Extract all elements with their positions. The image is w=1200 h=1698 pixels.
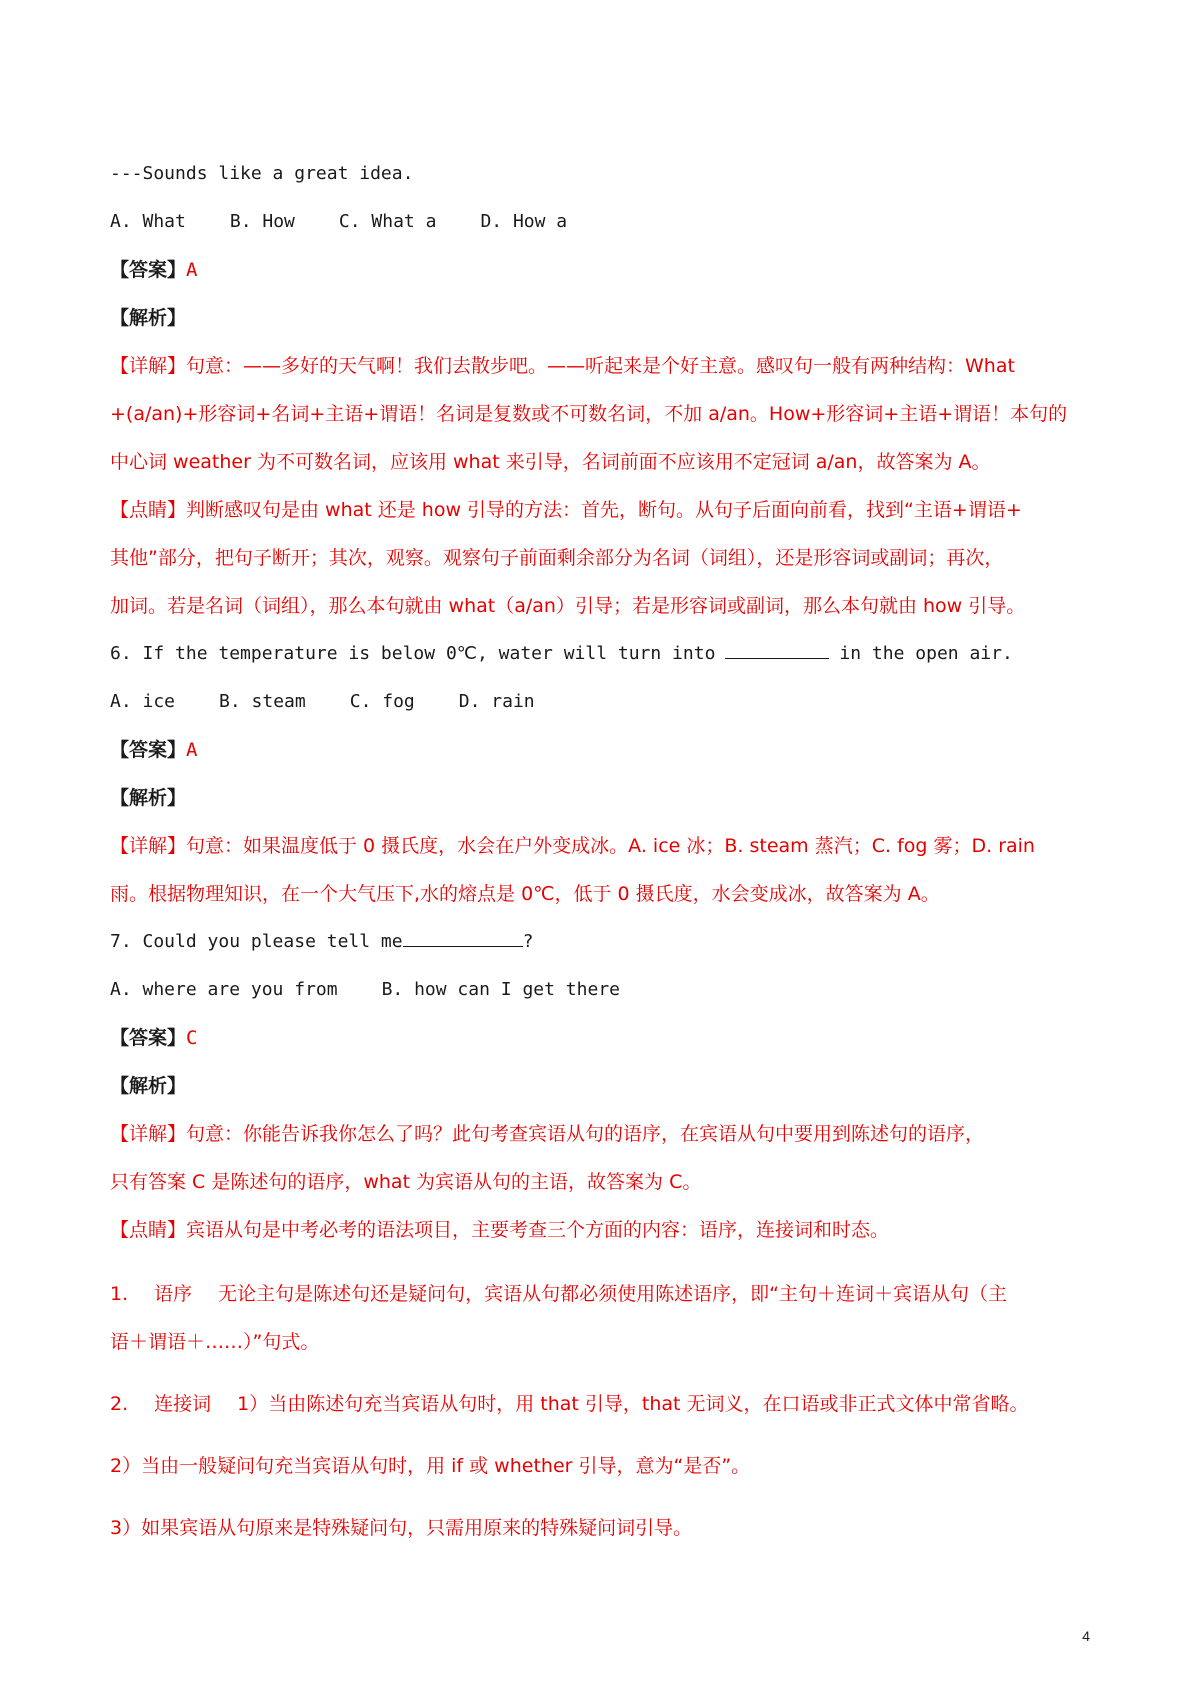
q5-detail-text-1: 句意：——多好的天气啊！我们去散步吧。——听起来是个好主意。感叹句一般有两种结构：What — [186, 355, 1015, 377]
q7-options — [110, 966, 1100, 1014]
q5-detail-line-1 — [110, 342, 1100, 390]
q5-option-c: C. What a — [338, 211, 437, 232]
q6-option-a: A. ice — [110, 691, 176, 712]
q6-option-d: D. rain — [458, 691, 535, 712]
q6-answer — [110, 726, 1100, 774]
q7-detail-line-2: 只有答案 C 是陈述句的语序，what 为宾语从句的主语，故答案为 C。 — [110, 1171, 702, 1193]
page-content — [110, 150, 1100, 1552]
q5-option-d: D. How a — [480, 211, 568, 232]
spacer — [110, 1428, 1100, 1442]
q6-detail-line-2: 雨。根据物理知识，在一个大气压下,水的熔点是 0℃，低于 0 摄氏度，水会变成冰，故答案为 A。 — [110, 883, 940, 905]
point-1-text-1: 无论主句是陈述句还是疑问句，宾语从句都必须使用陈述语序，即“主句＋连词＋宾语从句（主 — [218, 1283, 1008, 1305]
point-2-title: 连接词 — [154, 1393, 212, 1415]
q7-answer-value: C — [186, 1027, 198, 1049]
point-1-line-1 — [110, 1270, 1100, 1318]
q7-detail-label: 【详解】 — [110, 1123, 187, 1145]
q6-stem-before: 6. If the temperature is below 0℃, water will turn into — [110, 643, 716, 664]
q5-analysis — [110, 294, 1100, 342]
q7-tip-line — [110, 1206, 1100, 1254]
point-2-text-1: 1）当由陈述句充当宾语从句时，用 that 引导，that 无词义，在口语或非正式文体中常省略。 — [237, 1393, 1029, 1415]
q7-answer-label: 【答案】 — [110, 1027, 187, 1049]
extra-line-1: 2）当由一般疑问句充当宾语从句时，用 if 或 whether 引导，意为“是否”。 — [110, 1455, 751, 1477]
q7-analysis — [110, 1062, 1100, 1110]
q7-option-a: A. where are you from — [110, 979, 338, 1000]
spacer — [110, 1490, 1100, 1504]
spacer — [110, 1254, 1100, 1270]
q6-answer-value: A — [186, 739, 198, 761]
q6-answer-label: 【答案】 — [110, 739, 187, 761]
point-2-line-1 — [110, 1380, 1100, 1428]
q5-detail-line-3: 中心词 weather 为不可数名词，应该用 what 来引导，名词前面不应该用不定冠词 a/an，故答案为 A。 — [110, 451, 991, 473]
q5-answer — [110, 246, 1100, 294]
q6-stem — [110, 630, 1100, 678]
q5-option-a: A. What — [110, 211, 186, 232]
q7-tip-label: 【点睛】 — [110, 1219, 187, 1241]
q7-option-b: B. how can I get there — [381, 979, 620, 1000]
q7-analysis-label: 【解析】 — [110, 1075, 187, 1097]
q7-blank — [403, 930, 523, 947]
q6-detail-line-1 — [110, 822, 1100, 870]
q5-option-b: B. How — [229, 211, 295, 232]
q6-analysis-label: 【解析】 — [110, 787, 187, 809]
q6-options — [110, 678, 1100, 726]
q5-tip-text-1: 判断感叹句是由 what 还是 how 引导的方法：首先，断句。从句子后面向前看，找到“主语+谓语+ — [186, 499, 1022, 521]
q5-tip-line-1 — [110, 486, 1100, 534]
q5-tip-line-3: 加词。若是名词（词组），那么本句就由 what（a/an）引导；若是形容词或副词，那么本句就由 how 引导。 — [110, 595, 1026, 617]
q5-detail-label: 【详解】 — [110, 355, 187, 377]
q5-options — [110, 198, 1100, 246]
point-1-num: 1. — [110, 1283, 129, 1305]
q6-detail-label: 【详解】 — [110, 835, 187, 857]
spacer — [110, 1366, 1100, 1380]
q5-reply: ---Sounds like a great idea. — [110, 163, 414, 184]
q5-answer-label: 【答案】 — [110, 259, 187, 281]
q7-tip-text: 宾语从句是中考必考的语法项目，主要考查三个方面的内容：语序，连接词和时态。 — [186, 1219, 890, 1241]
q5-answer-value: A — [186, 259, 198, 281]
q5-analysis-label: 【解析】 — [110, 307, 187, 329]
point-1-line-2: 语＋谓语＋……）”句式。 — [110, 1331, 320, 1353]
q7-stem-before: 7. Could you please tell me — [110, 931, 403, 952]
q6-stem-after: in the open air. — [839, 643, 1013, 664]
q7-stem-after: ? — [522, 931, 534, 952]
q6-analysis — [110, 774, 1100, 822]
q7-stem — [110, 918, 1100, 966]
q6-option-b: B. steam — [219, 691, 306, 712]
q6-detail-text-1: 句意：如果温度低于 0 摄氏度，水会在户外变成冰。A. ice 冰；B. steam 蒸汽；C. fog 雾；D. rain — [186, 835, 1035, 857]
q7-answer — [110, 1014, 1100, 1062]
q6-blank — [725, 642, 829, 659]
q5-detail-line-2: +(a/an)+形容词+名词+主语+谓语！名词是复数或不可数名词，不加 a/an。How+形容词+主语+谓语！本句的 — [110, 403, 1068, 425]
q7-detail-text-1: 句意：你能告诉我你怎么了吗？此句考查宾语从句的语序，在宾语从句中要用到陈述句的语序， — [186, 1123, 985, 1145]
q7-detail-line-1 — [110, 1110, 1100, 1158]
extra-line-2: 3）如果宾语从句原来是特殊疑问句，只需用原来的特殊疑问词引导。 — [110, 1517, 693, 1539]
q5-tip-line-2: 其他”部分，把句子断开；其次，观察。观察句子前面剩余部分为名词（词组），还是形容词或副词；再次， — [110, 547, 1004, 569]
point-1-title: 语序 — [154, 1283, 193, 1305]
q5-tip-label: 【点睛】 — [110, 499, 187, 521]
point-2-num: 2. — [110, 1393, 129, 1415]
q6-option-c: C. fog — [349, 691, 415, 712]
page-number: 4 — [1082, 1628, 1090, 1644]
